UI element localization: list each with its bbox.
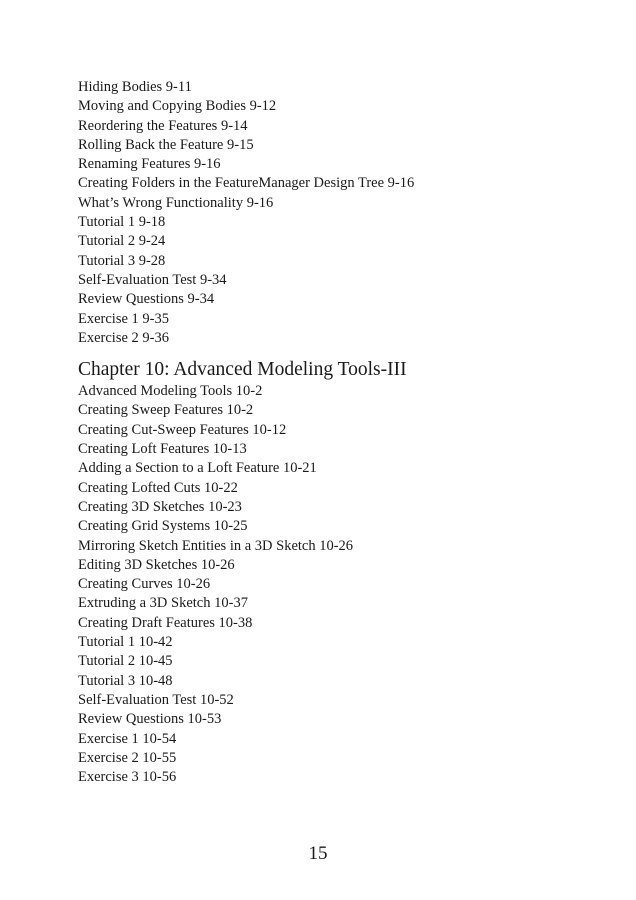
toc-entry: Tutorial 3 10-48: [78, 672, 173, 689]
toc-entry: Reordering the Features 9-14: [78, 117, 248, 134]
chapter-heading: Chapter 10: Advanced Modeling Tools-III: [78, 359, 407, 381]
toc-entry: Creating Folders in the FeatureManager Design Tree 9-16: [78, 175, 415, 192]
toc-entry: What’s Wrong Functionality 9-16: [78, 194, 274, 211]
toc-entry: Renaming Features 9-16: [78, 156, 221, 173]
toc-entry: Self-Evaluation Test 10-52: [78, 691, 234, 708]
toc-entry: Creating Cut-Sweep Features 10-12: [78, 421, 287, 438]
toc-entry: Tutorial 2 10-45: [78, 653, 173, 670]
toc-entry: Self-Evaluation Test 9-34: [78, 271, 227, 288]
toc-entry: Advanced Modeling Tools 10-2: [78, 383, 263, 400]
toc-entry: Exercise 2 9-36: [78, 329, 169, 346]
toc-entry: Creating Lofted Cuts 10-22: [78, 479, 238, 496]
toc-entry: Mirroring Sketch Entities in a 3D Sketch 10-26: [78, 537, 354, 554]
toc-entry: Creating Draft Features 10-38: [78, 614, 253, 631]
toc-entry: Review Questions 10-53: [78, 711, 222, 728]
toc-entry: Creating Grid Systems 10-25: [78, 518, 248, 535]
toc-entry: Tutorial 1 10-42: [78, 634, 173, 651]
toc-entry: Creating 3D Sketches 10-23: [78, 498, 242, 515]
chapter9-entry-list: [78, 78, 598, 348]
toc-entry: Tutorial 2 9-24: [78, 233, 166, 250]
chapter10-entry-list: [78, 382, 598, 787]
toc-entry: Exercise 3 10-56: [78, 769, 177, 786]
toc-entry: Creating Sweep Features 10-2: [78, 402, 254, 419]
toc-entry: Rolling Back the Feature 9-15: [78, 136, 254, 153]
toc-entry: Editing 3D Sketches 10-26: [78, 556, 235, 573]
toc-entry: Tutorial 1 9-18: [78, 214, 166, 231]
toc-entry: Creating Curves 10-26: [78, 576, 211, 593]
page-number: 15: [308, 843, 328, 864]
toc-entry: Exercise 1 10-54: [78, 730, 177, 747]
toc-entry: Hiding Bodies 9-11: [78, 79, 192, 95]
toc-entry: Review Questions 9-34: [78, 291, 215, 308]
toc-entry: Tutorial 3 9-28: [78, 252, 166, 269]
toc-entry: Moving and Copying Bodies 9-12: [78, 98, 277, 115]
table-of-contents: [78, 78, 598, 787]
toc-entry: Adding a Section to a Loft Feature 10-21: [78, 460, 317, 477]
toc-entry: Extruding a 3D Sketch 10-37: [78, 595, 248, 612]
toc-entry: Creating Loft Features 10-13: [78, 441, 247, 458]
toc-entry: Exercise 1 9-35: [78, 310, 169, 327]
toc-entry: Exercise 2 10-55: [78, 749, 177, 766]
